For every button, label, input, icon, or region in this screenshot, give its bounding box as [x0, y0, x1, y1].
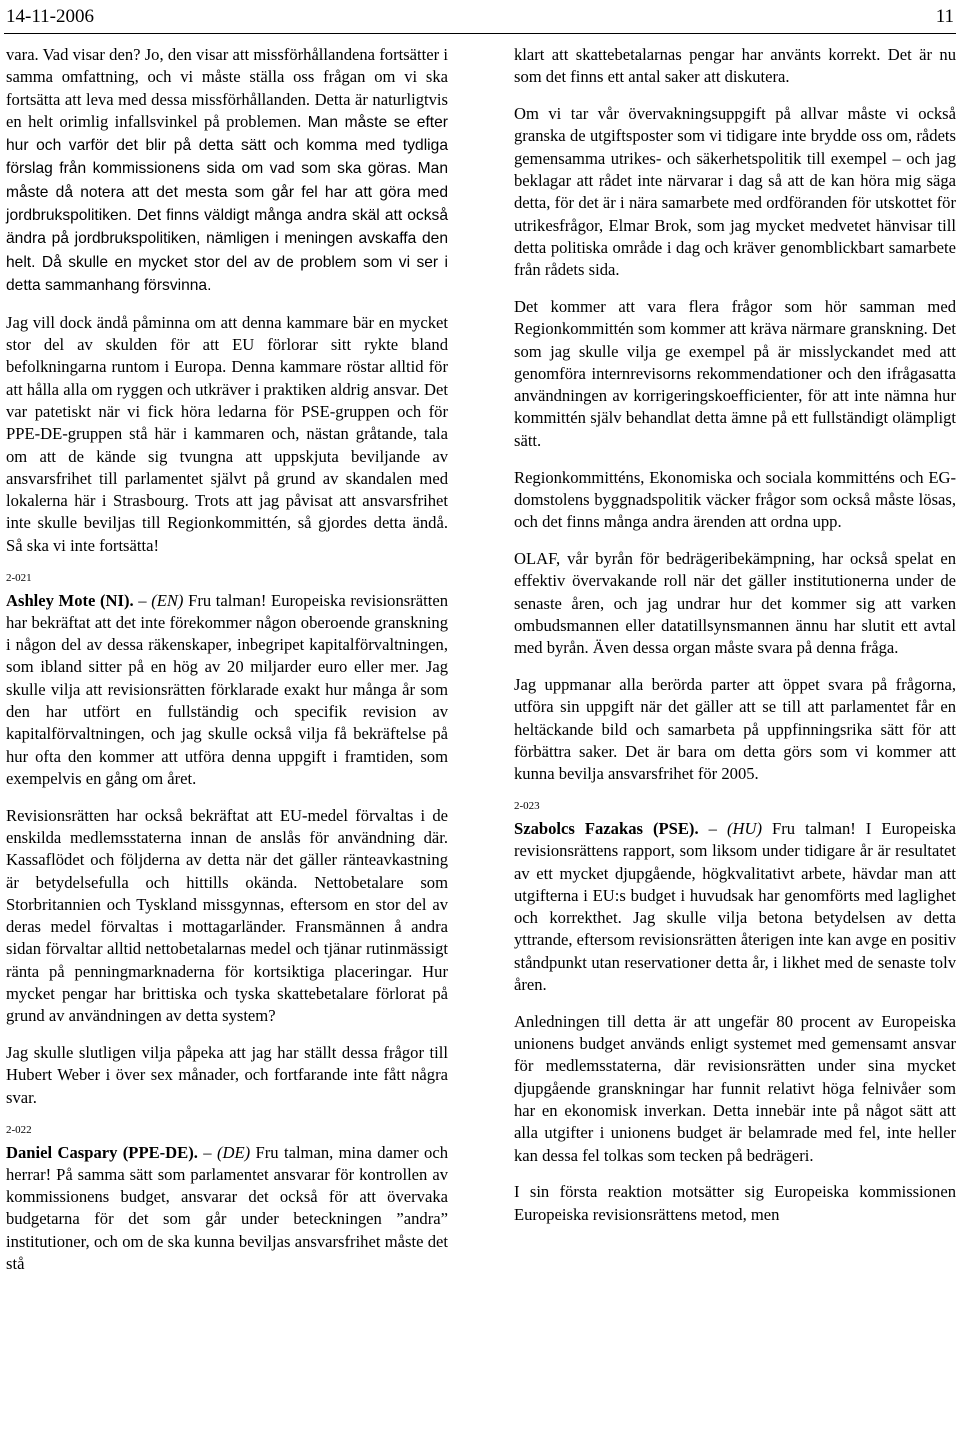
- language-code: (DE): [216, 1142, 251, 1162]
- language-code: (HU): [726, 818, 762, 838]
- speech: Daniel Caspary (PPE-DE). – (DE) Fru talman, mina damer och herrar! På samma sätt som parlamentet ansvarar för kontrollen av kommissionens budget, ansvarar det också för att övervaka budgetarna för det som går under beteckningen ”andra” institutioner, och om de ska kunna beviljas ansvarsfrihet måste det stå: [6, 1142, 449, 1274]
- speech-reference: 2-022: [6, 1123, 32, 1136]
- speech-text: Fru talman! Europeiska revisionsrätten har bekräftat att det inte förekommer någon oberoende granskning i någon del av dessa räkenskaper, inbegripet kapitalförvaltningen, som ibland sitter på en hög av 20 miljarder euro eller mer. Jag skulle vilja att revisionsrätten förklarade exakt hur många år som den har utfört en fullständig och specifik revision av kapitalförvaltningen, och jag skulle också vilja få bekräftelse på hur ofta den kommer att utföra denna uppgift i framtiden, som exempelvis en gång om året.: [6, 590, 449, 788]
- paragraph-part: vara. Vad visar den? Jo, den visar att missförhållandena fortsätter i samma omfattning, och vi måste ställa oss frågan om vi ska fortsätta att leva med dessa missförhållanden. Detta är naturligtvis en helt orimlig infallsvinkel på problemen.: [6, 45, 448, 131]
- right-column: [514, 44, 956, 1240]
- paragraph: Jag vill dock ändå påminna om att denna kammare bär en mycket stor del av skulden för att EU förlorar sitt rykte bland befolkningarna runtom i Europa. Denna kammare röstar alltid för att hålla alla om ryggen och utkräver i praktiken aldrig ansvar. Det var patetiskt när vi fick höra ledarna för PSE-gruppen och för PPE-DE-gruppen stå här i kammaren och, nästan gråtande, tala om att de kände sig tvungna att uppskjuta beviljande av ansvarsfrihet till parlamentet självt på grund av skandalen med lokalerna här i Strasbourg. Trots att jag påvisat att ansvarsfrihet inte skulle beviljas till Regionkommittén, så gjordes detta ändå. Så ska vi inte fortsätta!: [6, 312, 448, 555]
- paragraph: OLAF, vår byrån för bedrägeribekämpning, har också spelat en effektiv övervakande roll när det gäller institutionerna under de senaste åren, och jag undrar hur det kommer sig att varken ombudsmannen eller datatillsynsmannen ännu har slutit ett avtal med byrån. Även dessa organ måste svara på denna fråga.: [514, 548, 956, 658]
- speech: Ashley Mote (NI). – (EN) Fru talman! Europeiska revisionsrätten har bekräftat att det inte förekommer någon oberoende granskning i någon del av dessa räkenskaper, inbegripet kapitalförvaltningen, som ibland sitter på en hög av 20 miljarder euro eller mer. Jag skulle vilja att revisionsrätten förklarade exakt hur många år som den har utfört en fullständig och specifik revision av kapitalförvaltningen, och jag skulle också vilja få bekräftelse på hur ofta den kommer att utföra denna uppgift i framtiden, som exempelvis en gång om året.: [6, 590, 449, 788]
- speech-reference: 2-021: [6, 571, 32, 584]
- paragraph: [6, 44, 448, 297]
- header-rule: [4, 33, 956, 34]
- speech: Szabolcs Fazakas (PSE). – (HU) Fru talman! I Europeiska revisionsrättens rapport, som liksom under tidigare år är resultatet av ett mycket djupgående, högkvalitativt arbete, hävdar man att utgifterna i EU:s budget i huvudsak har genomförts med laglighet och korrekthet. Jag skulle vilja betona betydelsen av detta yttrande, eftersom revisionsrätten återigen inte kan avge en positiv ståndpunkt utan reservationer detta år, i likhet med de senaste tolv åren.: [514, 818, 956, 994]
- page-number: 11: [935, 6, 954, 27]
- paragraph: Anledningen till detta är att ungefär 80 procent av Europeiska unionens budget används enligt systemet med gemensamt ansvar för medlemsstaterna, där revisionsrätten under sina mycket djupgående granskningar har funnit relativt höga felnivåer som har en ekonomisk inverkan. Detta innebär inte på något sätt att alla utgifter i unionens budget är belamrade med fel, inte heller kan dessa fel tolkas som tecken på bedrägeri.: [514, 1011, 956, 1165]
- paragraph: Regionkommitténs, Ekonomiska och sociala kommitténs och EG-domstolens byggnadspolitik väcker frågor som också måste lösas, och det finns många andra ärenden att ordna upp.: [514, 467, 956, 532]
- paragraph: klart att skattebetalarnas pengar har använts korrekt. Det är nu som det finns ett antal saker att diskutera.: [514, 45, 956, 87]
- paragraph: Jag skulle slutligen vilja påpeka att jag har ställt dessa frågor till Hubert Weber i över sex månader, och fortfarande inte fått några svar.: [6, 1043, 448, 1107]
- speaker-name: Ashley Mote (NI).: [6, 590, 134, 610]
- language-code: (EN): [151, 590, 184, 610]
- speech-text: Fru talman! I Europeiska revisionsrättens rapport, som liksom under tidigare år är resultatet av ett mycket djupgående, högkvalitativt arbete, hävdar man att utgifterna i EU:s budget i huvudsak har genomförts med laglighet och korrekthet. Jag skulle vilja betona betydelsen av detta yttrande, eftersom revisionsrätten återigen inte kan avge en positiv ståndpunkt utan reservationer detta år, i likhet med de senaste tolv åren.: [514, 818, 956, 994]
- page-date: 14-11-2006: [6, 6, 94, 27]
- left-column: [6, 44, 448, 1290]
- paragraph: Revisionsrätten har också bekräftat att EU-medel förvaltas i de enskilda medlemsstaterna innan de anslås för användning där. Kassaflödet och följderna av detta när det gäller ränteavkastning är betydelsefulla och hittills okända. Nettobetalare som Storbritannien och Tyskland missgynnas, eftersom en stor del av deras medel förvaltas i mottagarländer. Fransmännen å andra sidan förvaltar alltid nettobetalarnas medel och tjänar rutinmässigt ränta på penningmarknaderna för kortsiktiga placeringar. Hur mycket pengar har brittiska och tyska skattebetalare förlorat på grund av användningen av detta system?: [6, 805, 448, 1026]
- speaker-name: Daniel Caspary (PPE-DE).: [6, 1142, 198, 1162]
- paragraph-part-sans: Man måste se efter hur och varför det blir på detta sätt och komma med tydliga förslag från kommissionens sida om vad som ska göras. Man måste då notera att det mesta som går fel har att göra med jordbrukspolitiken. Det finns väldigt många andra skäl att också ändra på jordbrukspolitiken, nämligen i meningen avskaffa den helt. Då skulle en mycket stor del av de problem som vi ser i detta sammanhang försvinna.: [6, 113, 449, 294]
- speaker-name: Szabolcs Fazakas (PSE).: [514, 818, 699, 838]
- paragraph: Det kommer att vara flera frågor som hör samman med Regionkommittén som kommer att kräva närmare granskning. Det som jag skulle vilja ge exempel på är misslyckandet med att genomföra internrevisorns rekommendationer och den ifrågasatta användningen av korrigeringskoefficienter, för att inte nämna hur kommittén själv behandlat detta ämne på ett fullständigt olämpligt sätt.: [514, 296, 956, 450]
- paragraph: Om vi tar vår övervakningsuppgift på allvar måste vi också granska de utgiftsposter som vi tidigare inte brydde oss om, rådets gemensamma utrikes- och säkerhetspolitik till exempel – och jag beklagar att rådet inte närvarar i dag så att de kan höra mig säga detta, för det är i nära samarbete med ordföranden för utskottet för utrikesfrågor, Elmar Brok, som jag mycket medvetet hänvisar till detta politiska område i dag och kräver genomblickbart samarbete från rådets sida.: [514, 104, 956, 280]
- speech-reference: 2-023: [514, 799, 540, 812]
- paragraph: Jag uppmanar alla berörda parter att öppet svara på frågorna, utföra sin uppgift när det gäller att se till att parlamentet får en heltäckande bild och samarbeta på uppfinningsrika sätt för att förbättra saker. Det är bara om detta görs som vi kommer att kunna bevilja ansvarsfrihet för 2005.: [514, 674, 956, 784]
- paragraph: I sin första reaktion motsätter sig Europeiska kommissionen Europeiska revisionsrättens metod, men: [514, 1182, 956, 1224]
- page-header: [6, 2, 954, 32]
- speech-text: Fru talman, mina damer och herrar! På samma sätt som parlamentet ansvarar för kontrollen av kommissionens budget, ansvarar det också för att övervaka budgetarna för det som går under beteckningen ”andra” institutioner, och om de ska kunna beviljas ansvarsfrihet måste det stå: [6, 1142, 449, 1274]
